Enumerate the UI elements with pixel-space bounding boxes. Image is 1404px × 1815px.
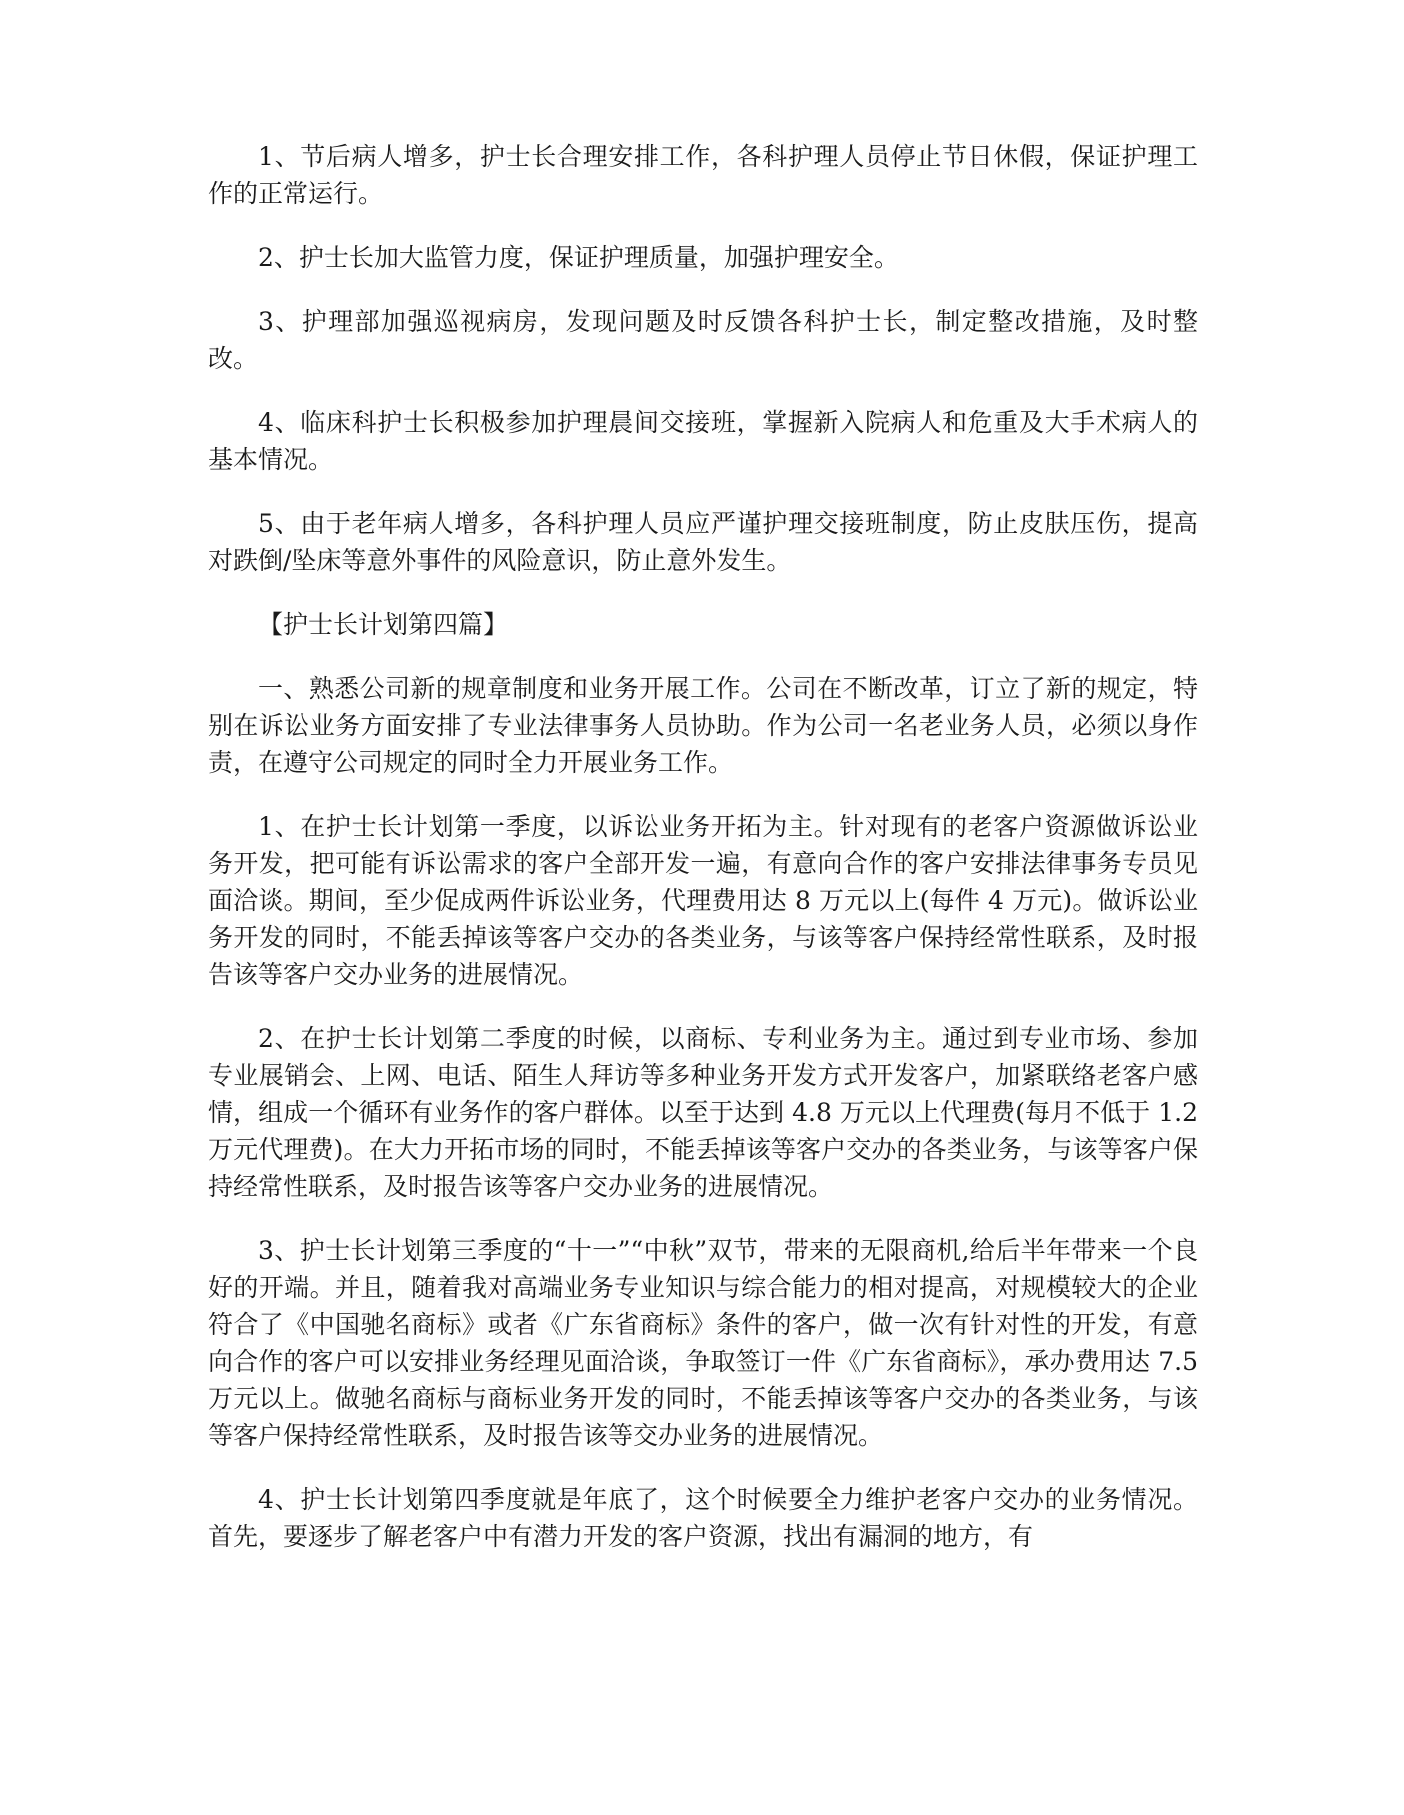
paragraph-1: 1、节后病人增多，护士长合理安排工作，各科护理人员停止节日休假，保证护理工作的正常运行。: [208, 142, 1198, 208]
paragraph-6: 一、熟悉公司新的规章制度和业务开展工作。公司在不断改革，订立了新的规定，特别在诉讼业务方面安排了专业法律事务人员协助。作为公司一名老业务人员，必须以身作责，在遵守公司规定的同时全力开展业务工作。: [208, 674, 1198, 777]
paragraph-4: 4、临床科护士长积极参加护理晨间交接班，掌握新入院病人和危重及大手术病人的基本情况。: [208, 408, 1198, 474]
paragraph-3: 3、护理部加强巡视病房，发现问题及时反馈各科护士长，制定整改措施，及时整改。: [208, 307, 1198, 373]
document-body: [208, 138, 1198, 1582]
paragraph-2: 2、护士长加大监管力度，保证护理质量，加强护理安全。: [258, 243, 899, 272]
paragraph-7: 1、在护士长计划第一季度，以诉讼业务开拓为主。针对现有的老客户资源做诉讼业务开发，把可能有诉讼需求的客户全部开发一遍，有意向合作的客户安排法律事务专员见面洽谈。期间，至少促成两件诉讼业务，代理费用达 8 万元以上(每件 4 万元)。做诉讼业务开发的同时，不能丢掉该等客户交办的各类业务，与该等客户保持经常性联系，及时报告该等客户交办业务的进展情况。: [208, 812, 1198, 989]
paragraph-10: 4、护士长计划第四季度就是年底了，这个时候要全力维护老客户交办的业务情况。首先，要逐步了解老客户中有潜力开发的客户资源，找出有漏洞的地方，有: [208, 1485, 1198, 1551]
section-heading: 【护士长计划第四篇】: [258, 610, 509, 639]
paragraph-8: 2、在护士长计划第二季度的时候，以商标、专利业务为主。通过到专业市场、参加专业展销会、上网、电话、陌生人拜访等多种业务开发方式开发客户，加紧联络老客户感情，组成一个循环有业务作的客户群体。以至于达到 4.8 万元以上代理费(每月不低于 1.2 万元代理费)。在大力开拓市场的同时，不能丢掉该等客户交办的各类业务，与该等客户保持经常性联系，及时报告该等客户交办业务的进展情况。: [208, 1024, 1198, 1201]
paragraph-9: 3、护士长计划第三季度的“十一”“中秋”双节，带来的无限商机,给后半年带来一个良好的开端。并且，随着我对高端业务专业知识与综合能力的相对提高，对规模较大的企业符合了《中国驰名商标》或者《广东省商标》条件的客户，做一次有针对性的开发，有意向合作的客户可以安排业务经理见面洽谈，争取签订一件《广东省商标》，承办费用达 7.5 万元以上。做驰名商标与商标业务开发的同时，不能丢掉该等客户交办的各类业务，与该等客户保持经常性联系，及时报告该等交办业务的进展情况。: [208, 1236, 1198, 1450]
paragraph-5: 5、由于老年病人增多，各科护理人员应严谨护理交接班制度，防止皮肤压伤，提高对跌倒/坠床等意外事件的风险意识，防止意外发生。: [208, 509, 1198, 575]
